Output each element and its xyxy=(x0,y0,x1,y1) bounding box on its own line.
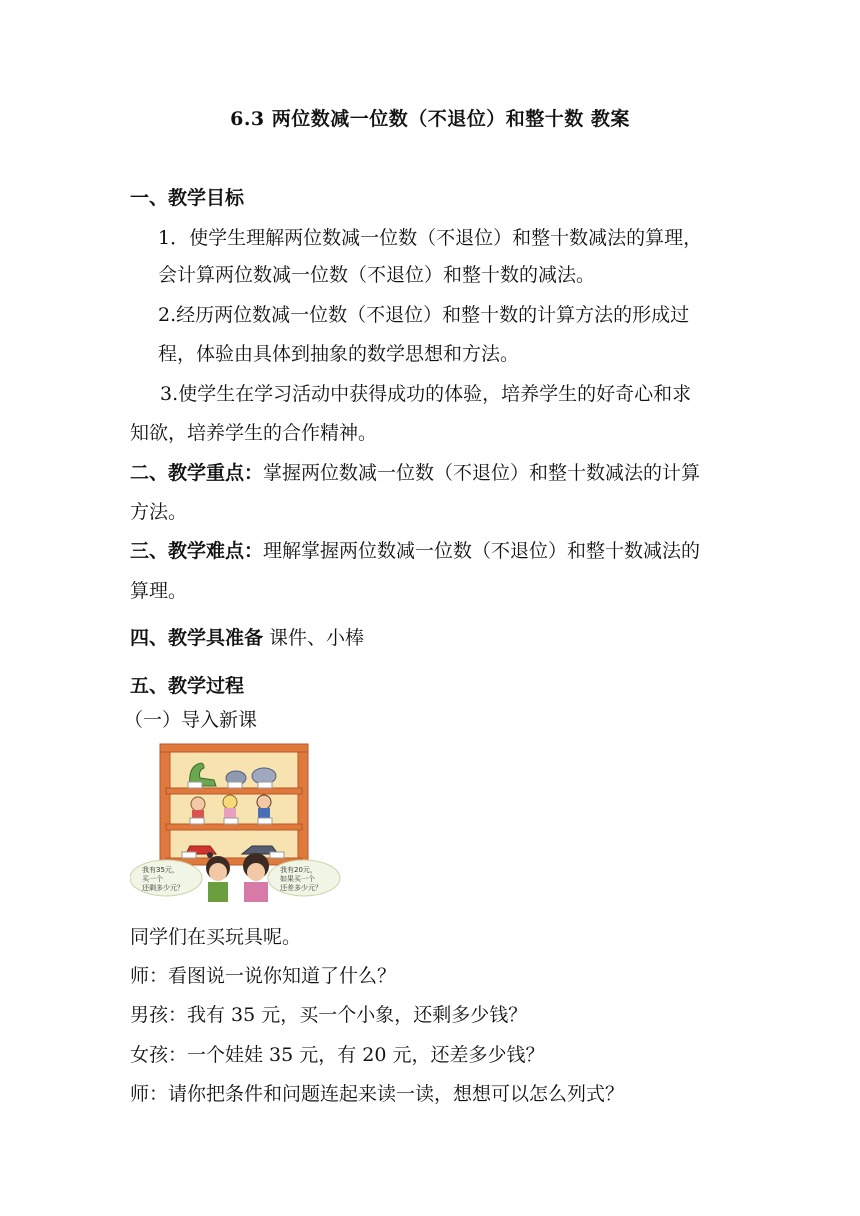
difficulties-text-2: 算理。 xyxy=(130,580,188,602)
bubble-right-line-1: 我有20元， xyxy=(280,866,317,874)
objective-2-line-1: 2.经历两位数减一位数（不退位）和整十数的计算方法的形成过 xyxy=(158,304,690,326)
document-title: 6.3 两位数减一位数（不退位）和整十数 教案 xyxy=(230,108,630,130)
dialog-line-3: 男孩：我有 35 元，买一个小象，还剩多少钱？ xyxy=(130,1004,528,1026)
difficulties-line-1 xyxy=(130,539,700,563)
section-heading-objectives: 一、教学目标 xyxy=(130,187,245,209)
objective-3-line-1: 3.使学生在学习活动中获得成功的体验，培养学生的好奇心和求 xyxy=(160,383,692,405)
dialog-line-5: 师：请你把条件和问题连起来读一读，想想可以怎么列式？ xyxy=(130,1083,625,1105)
bubble-right-line-2: 如果买一个 xyxy=(280,875,315,883)
section-heading-difficulties: 三、教学难点： xyxy=(130,540,264,562)
bubble-right-line-3: 还差多少元？ xyxy=(280,884,322,892)
objective-1-line-2: 会计算两位数减一位数（不退位）和整十数的减法。 xyxy=(158,264,596,286)
difficulties-text-1: 理解掌握两位数减一位数（不退位）和整十数减法的 xyxy=(263,540,701,562)
materials-text: 课件、小棒 xyxy=(263,627,365,649)
key-points-text-1: 掌握两位数减一位数（不退位）和整十数减法的计算 xyxy=(263,462,701,484)
section-heading-process: 五、教学过程 xyxy=(130,675,245,697)
dialog-line-2: 师：看图说一说你知道了什么？ xyxy=(130,965,397,987)
bubble-left-line-2: 买一个 xyxy=(142,875,163,883)
key-points-text-2: 方法。 xyxy=(130,501,188,523)
subsection-intro: （一）导入新课 xyxy=(124,709,258,731)
section-heading-key-points: 二、教学重点： xyxy=(130,462,264,484)
bubble-left-line-1: 我有35元， xyxy=(142,866,179,874)
bubble-left-line-3: 还剩多少元？ xyxy=(142,884,184,892)
dialog-line-4: 女孩：一个娃娃 35 元，有 20 元，还差多少钱？ xyxy=(130,1044,545,1066)
objective-2-line-2: 程，体验由具体到抽象的数学思想和方法。 xyxy=(158,343,520,365)
toy-shelf-illustration xyxy=(130,742,342,902)
objective-3-line-2: 知欲，培养学生的合作精神。 xyxy=(130,422,378,444)
key-points-line-1 xyxy=(130,461,700,485)
objective-1-line-1: 1．使学生理解两位数减一位数（不退位）和整十数减法的算理， xyxy=(158,227,703,249)
dialog-line-1: 同学们在买玩具呢。 xyxy=(130,926,302,948)
materials-line xyxy=(130,626,364,650)
section-heading-materials: 四、教学具准备 xyxy=(130,627,264,649)
toy-shelf-svg xyxy=(130,742,342,902)
